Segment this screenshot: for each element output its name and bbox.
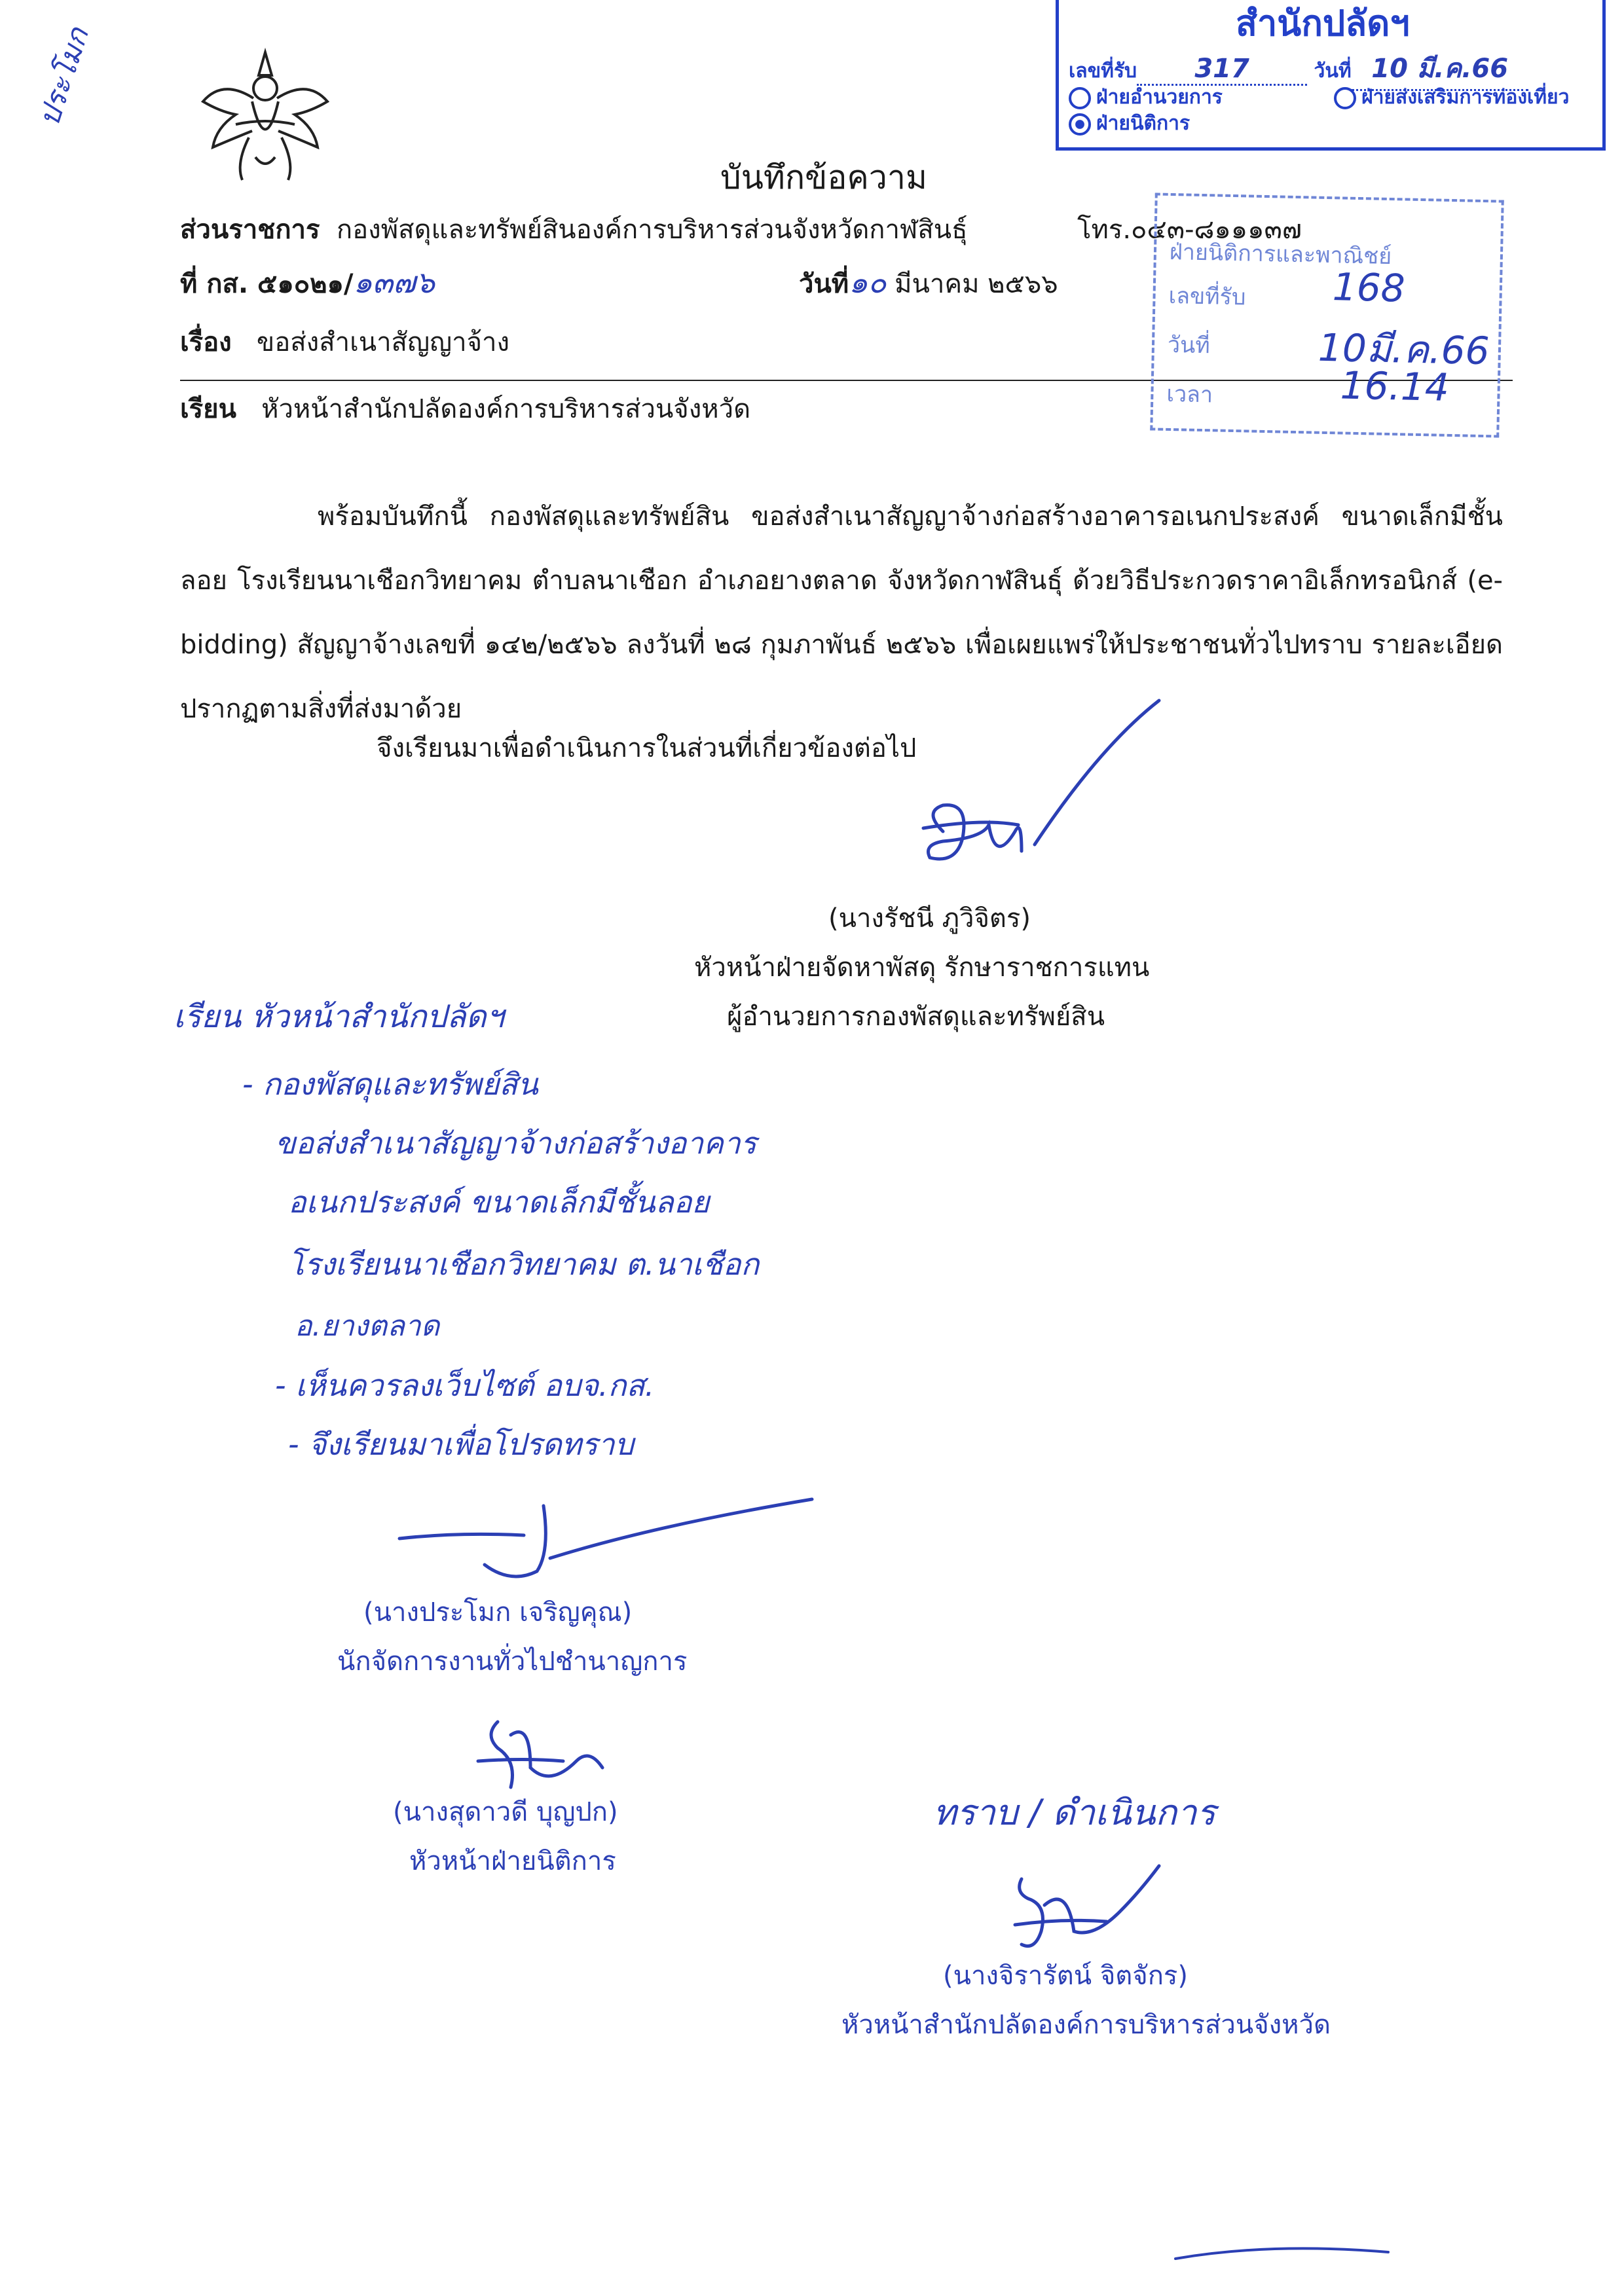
- legal-division-stamp: [1150, 192, 1504, 437]
- date-day: ๑๐: [849, 264, 887, 300]
- reference-line: [180, 259, 435, 306]
- stamp-side-received-label: เลขที่รับ: [1168, 282, 1246, 311]
- signer-3-title: หัวหน้าฝ่ายนิติการ: [409, 1846, 616, 1876]
- option-circle-icon: [1334, 87, 1356, 109]
- handwritten-note-line-7: - เห็นควรลงเว็บไซต์ อบจ.กส.: [275, 1368, 655, 1403]
- signer-3-name: (นางสุดาวดี บุญปก): [393, 1797, 618, 1827]
- stamp-date: 10 มี.ค.66: [1371, 54, 1509, 84]
- handwritten-note-line-1: เรียน หัวหน้าสำนักปลัดฯ: [174, 998, 504, 1035]
- signer-1-name: (นางรัชนี ภูวิจิตร): [828, 903, 1031, 934]
- signer-1-title-1: หัวหน้าฝ่ายจัดหาพัสดุ รักษาราชการแทน: [694, 953, 1150, 983]
- closing-line: จึงเรียนมาเพื่อดำเนินการในส่วนที่เกี่ยวข้องต่อไป: [377, 733, 917, 763]
- date-rest: มีนาคม ๒๕๖๖: [895, 269, 1058, 299]
- handwritten-note-line-3: ขอส่งสำเนาสัญญาจ้างก่อสร้างอาคาร: [275, 1125, 757, 1161]
- addressee-text: หัวหน้าสำนักปลัดองค์การบริหารส่วนจังหวัด: [261, 394, 751, 424]
- signer-2-name: (นางประโมก เจริญคุณ): [363, 1597, 633, 1628]
- approval-note: ทราบ / ดำเนินการ: [933, 1792, 1216, 1833]
- addressee-label: เรียน: [180, 394, 236, 424]
- subject-label: เรื่อง: [180, 327, 232, 357]
- stamp-side-title: ฝ่ายนิติการและพาณิชย์: [1169, 238, 1392, 270]
- subject-line: [180, 321, 509, 363]
- stamp-date-label: วันที่: [1314, 60, 1352, 82]
- agency-line: [180, 208, 968, 250]
- body-paragraph: [180, 484, 1503, 741]
- signature-2: [393, 1486, 819, 1594]
- date-line: [799, 259, 1058, 306]
- stamp-option-2: ฝ่ายนิติการ: [1096, 112, 1190, 135]
- subject-text: ขอส่งสำเนาสัญญาจ้าง: [256, 327, 510, 357]
- signature-4: [1008, 1853, 1166, 1967]
- stamp-option-3: ฝ่ายส่งเสริมการท่องเที่ยว: [1361, 86, 1570, 109]
- pen-stroke: [1172, 2239, 1395, 2268]
- stamp-received-label: เลขที่รับ: [1069, 60, 1137, 82]
- signer-1-title-2: ผู้อำนวยการกองพัสดุและทรัพย์สิน: [727, 1002, 1105, 1032]
- signature-3: [471, 1696, 616, 1803]
- stamp-office: สำนักปลัดฯ: [1236, 3, 1410, 44]
- stamp-side-date-label: วันที่: [1167, 331, 1211, 359]
- stamp-option-1: ฝ่ายอำนวยการ: [1096, 86, 1223, 109]
- signature-1: [904, 694, 1166, 906]
- handwritten-note-line-4: อเนกประสงค์ ขนาดเล็กมีชั้นลอย: [288, 1184, 710, 1220]
- handwritten-note-line-8: - จึงเรียนมาเพื่อโปรดทราบ: [288, 1427, 634, 1462]
- stamp-side-time: 16.14: [1340, 363, 1450, 410]
- signer-4-name: (นางจิรารัตน์ จิตจักร): [943, 1961, 1189, 1991]
- handwritten-note-line-5: โรงเรียนนาเชือกวิทยาคม ต.นาเชือก: [288, 1247, 760, 1282]
- stamp-side-received: 168: [1332, 264, 1406, 311]
- memo-title: บันทึกข้อความ: [720, 158, 927, 196]
- garuda-emblem: [196, 39, 334, 187]
- stamp-side-date: 10มี.ค.66: [1318, 325, 1490, 374]
- reference-number: ๑๓๗๖: [353, 264, 435, 300]
- stamp-side-time-label: เวลา: [1166, 380, 1213, 409]
- phone-number: โทร.๐๔๓-๘๑๑๑๓๗: [1077, 215, 1302, 245]
- handwritten-note-line-2: - กองพัสดุและทรัพย์สิน: [242, 1066, 538, 1102]
- handwritten-note-line-6: อ.ยางตลาด: [295, 1309, 440, 1343]
- signer-4-title: หัวหน้าสำนักปลัดองค์การบริหารส่วนจังหวัด: [841, 2010, 1331, 2040]
- margin-note: ประโมก: [32, 24, 96, 130]
- option-circle-icon: [1069, 87, 1091, 109]
- body-text: พร้อมบันทึกนี้ กองพัสดุและทรัพย์สิน ขอส่งสำเนาสัญญาจ้างก่อสร้างอาคารอเนกประสงค์ ขนาดเล็กมีชั้นลอย โรงเรียนนาเชือกวิทยาคม ตำบลนาเชือก อำเภอยางตลาด จังหวัดกาฬสินธุ์ ด้วยวิธีประกวดราคาอิเล็กทรอนิกส์ (e-bidding) สัญญาจ้างเลขที่ ๑๔๒/๒๕๖๖ ลงวันที่ ๒๘ กุมภาพันธ์ ๒๕๖๖ เพื่อเผยแพร่ให้ประชาชนทั่วไปทราบ รายละเอียดปรากฏตามสิ่งที่ส่งมาด้วย: [180, 501, 1503, 724]
- signer-2-title: นักจัดการงานทั่วไปชำนาญการ: [337, 1647, 688, 1677]
- stamp-received-no: 317: [1194, 54, 1249, 84]
- addressee-line: [180, 388, 750, 429]
- checked-circle-icon: [1069, 113, 1091, 136]
- receiving-stamp: [1056, 0, 1606, 151]
- reference-label: ที่ กส. ๕๑๐๒๑/: [180, 269, 354, 299]
- date-label: วันที่: [799, 269, 849, 299]
- agency-label: ส่วนราชการ: [180, 215, 320, 245]
- agency-name: กองพัสดุและทรัพย์สินองค์การบริหารส่วนจังหวัดกาฬสินธุ์: [336, 215, 968, 245]
